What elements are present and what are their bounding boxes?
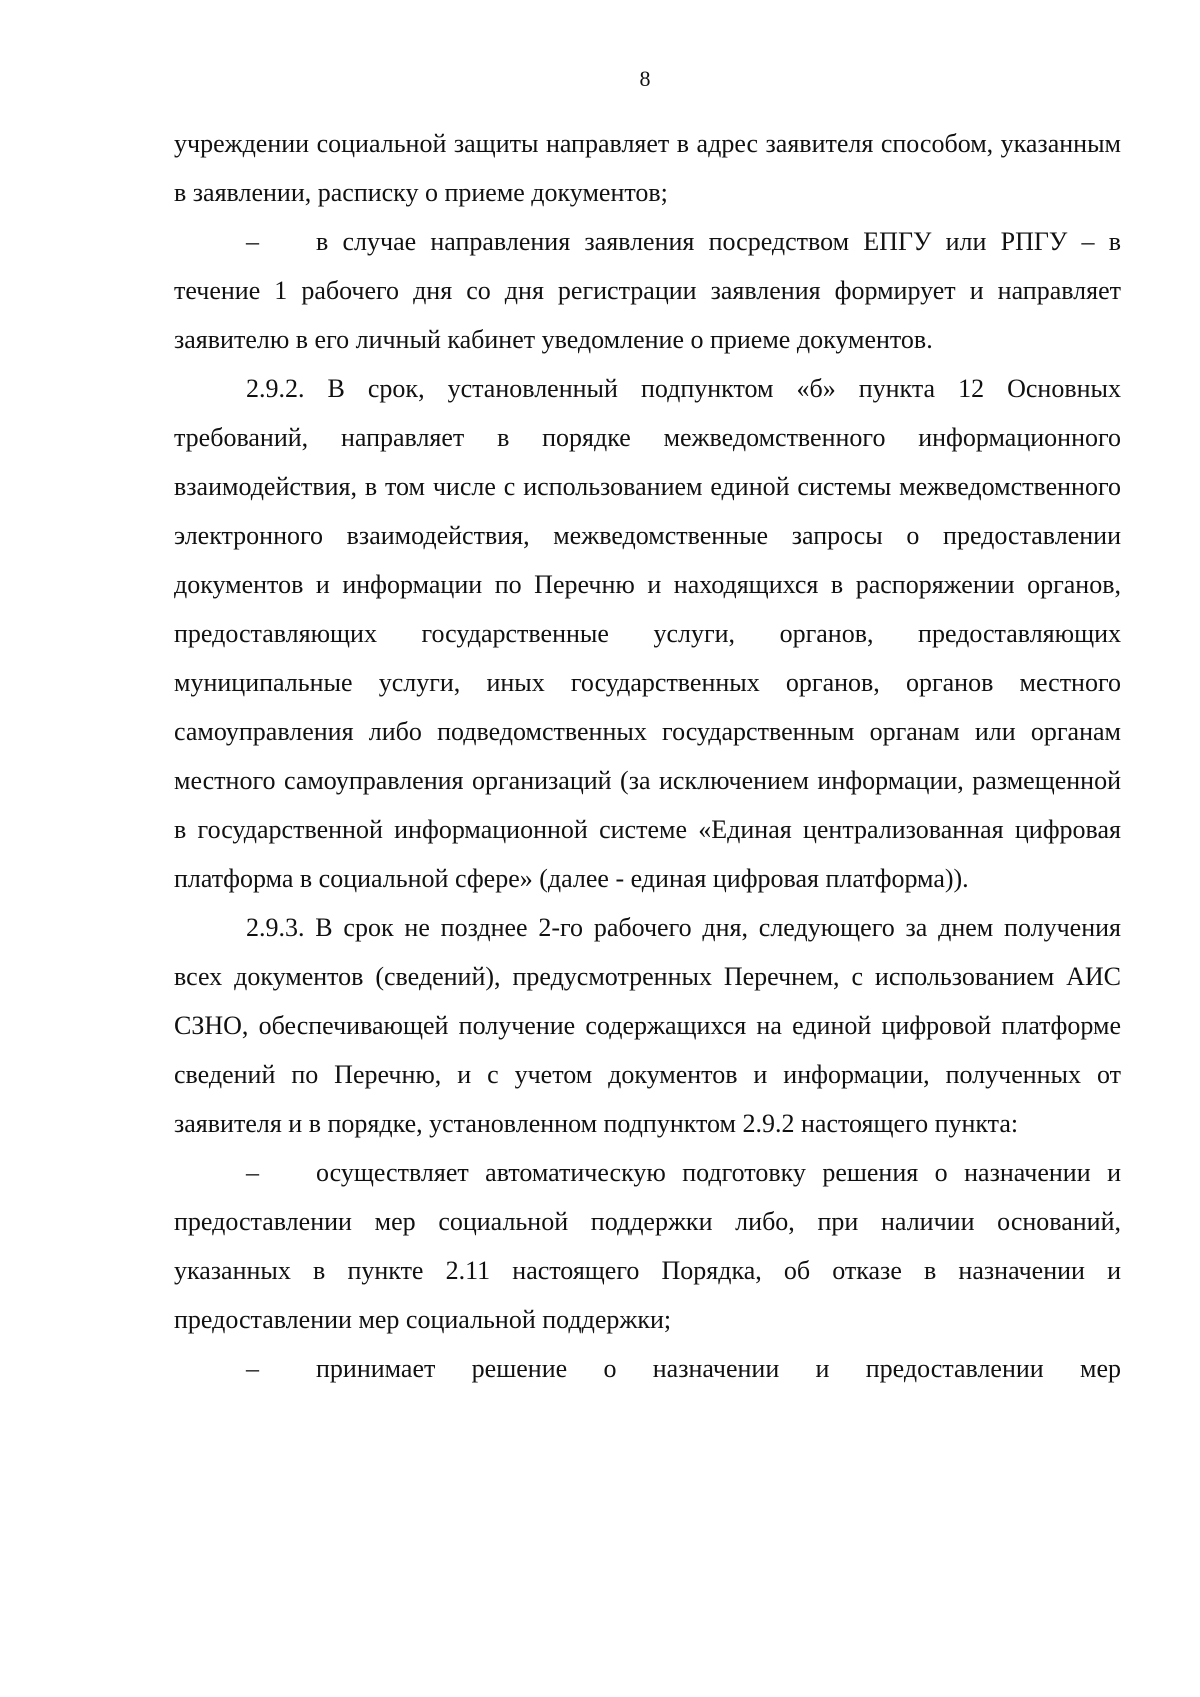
- bullet-item-epgu-notification: [174, 217, 1121, 364]
- bullet-text: в случае направления заявления посредством ЕПГУ или РПГУ – в течение 1 рабочего дня со дня регистрации заявления формирует и направляет заявителю в его личный кабинет уведомление о приеме документов.: [174, 227, 1121, 354]
- bullet-dash: –: [246, 1158, 259, 1187]
- paragraph-2-9-2: [174, 364, 1121, 903]
- paragraph-text: 2.9.3. В срок не позднее 2-го рабочего дня, следующего за днем получения всех документов (сведений), предусмотренных Перечнем, с использованием АИС СЗНО, обеспечивающей получение содержащихся на единой цифровой платформе сведений по Перечню, и с учетом документов и информации, полученных от заявителя и в порядке, установленном подпунктом 2.9.2 настоящего пункта:: [174, 913, 1121, 1138]
- bullet-dash: –: [246, 1354, 259, 1383]
- paragraph-text: учреждении социальной защиты направляет в адрес заявителя способом, указанным в заявлении, расписку о приеме документов;: [174, 129, 1121, 207]
- paragraph-2-9-3: [174, 903, 1121, 1148]
- bullet-item-automatic-preparation: [174, 1148, 1121, 1344]
- bullet-text: принимает решение о назначении и предоставлении мер: [316, 1354, 1121, 1383]
- bullet-item-decision: [174, 1344, 1121, 1393]
- bullet-dash: –: [246, 227, 259, 256]
- bullet-text: осуществляет автоматическую подготовку решения о назначении и предоставлении мер социальной поддержки либо, при наличии оснований, указанных в пункте 2.11 настоящего Порядка, об отказе в назначении и предоставлении мер социальной поддержки;: [174, 1158, 1121, 1334]
- paragraph-continuation: [174, 119, 1121, 217]
- page-number: 8: [639, 66, 651, 91]
- paragraph-text: 2.9.2. В срок, установленный подпунктом «б» пункта 12 Основных требований, направляет в порядке межведомственного информационного взаимодействия, в том числе с использованием единой системы межведомственного электронного взаимодействия, межведомственные запросы о предоставлении документов и информации по Перечню и находящихся в распоряжении органов, предоставляющих государственные услуги, органов, предоставляющих муниципальные услуги, иных государственных органов, органов местного самоуправления либо подведомственных государственным органам или органам местного самоуправления организаций (за исключением информации, размещенной в государственной информационной системе «Единая централизованная цифровая платформа в социальной сфере» (далее - единая цифровая платформа)).: [174, 374, 1121, 893]
- document-body: [174, 119, 1121, 1393]
